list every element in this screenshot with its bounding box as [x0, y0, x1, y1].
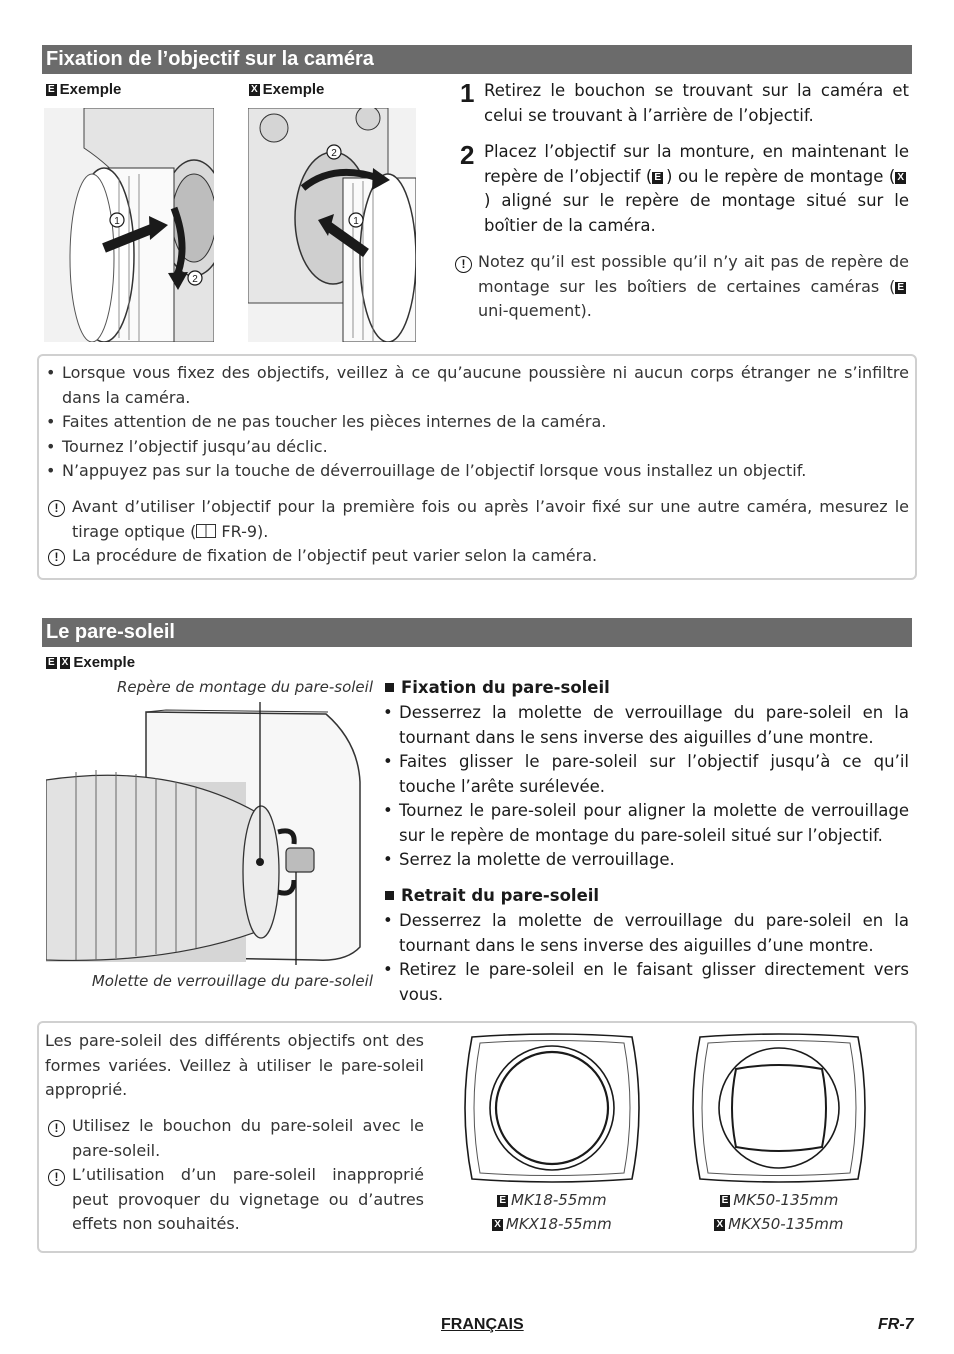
section-title-lens-hood: Le pare-soleil: [42, 618, 912, 647]
list-item: • Desserrez la molette de verrouillage du pare-soleil en la tournant dans le sens inverse des aiguilles d’une montre.: [381, 701, 909, 750]
marker-1-x: 1: [353, 216, 359, 227]
marker-2-x: 2: [331, 148, 337, 159]
precautions-list: [44, 361, 909, 484]
badge-x-inline: X: [897, 171, 904, 183]
badge-x: X: [716, 1219, 724, 1230]
badge-x: X: [494, 1219, 501, 1230]
hood-shape-round: [458, 1031, 646, 1185]
caution-icon: !: [48, 1169, 65, 1186]
box1-note-2: La procédure de fixation de l’objectif peut varier selon la caméra.: [72, 546, 598, 565]
step-number-2: 2: [460, 140, 475, 170]
remove-hood-steps: [381, 909, 909, 1007]
step-2-text: Placez l’objectif sur la monture, en maintenant le repère de l’objectif ( E ) ou le repère de montage ( X) aligné sur le repère de montage situé sur le boîtier de la caméra.: [484, 142, 909, 235]
list-item: • Lorsque vous fixez des objectifs, veillez à ce qu’aucune poussière ni aucun corps étranger ne s’infiltre dans la caméra.: [44, 361, 909, 410]
attach-hood-steps: [381, 701, 909, 873]
remove-hood-heading: Retrait du pare-soleil: [385, 884, 599, 908]
step-number-1: 1: [460, 78, 475, 108]
hood-1-models: E MK18-55mm X MKX18-55mm: [494, 1191, 612, 1233]
list-item: • Tournez le pare-soleil pour aligner la molette de verrouillage sur le repère de montage du pare-soleil situé sur l’objectif.: [381, 799, 909, 848]
attach-hood-heading: Fixation du pare-soleil: [385, 676, 610, 700]
lens-mount-illustration-e: [44, 108, 214, 342]
box2-note-2: L’utilisation d’un pare-soleil inapproprié peut provoquer du vignetage ou d’autres effets non souhaités.: [72, 1165, 424, 1233]
caution-icon: !: [48, 500, 65, 517]
badge-e: E: [48, 84, 55, 95]
hood-2-models: E MK50-135mm X MKX50-135mm: [716, 1191, 844, 1233]
caption-hood-locking-knob: Molette de verrouillage du pare-soleil: [91, 972, 373, 990]
lens-hood-illustration: [46, 702, 368, 967]
list-item: • Retirez le pare-soleil en le faisant glisser directement vers vous.: [381, 958, 909, 1007]
example-label-x: X Exemple: [251, 81, 325, 98]
caution-icon: !: [48, 549, 65, 566]
mount-note: Notez qu’il est possible qu’il n’y ait pas de repère de montage sur les boîtiers de certaines caméras ( E uni-quement).: [478, 252, 909, 320]
book-icon: [196, 524, 216, 538]
list-item: • Serrez la molette de verrouillage.: [381, 848, 909, 873]
example-label-e: E Exemple: [48, 81, 122, 98]
badge-e: E: [499, 1195, 507, 1206]
list-item: • N’appuyez pas sur la touche de déverrouillage de l’objectif lorsque vous installez un objectif.: [44, 459, 909, 484]
badge-e-inline: E: [654, 171, 662, 183]
box1-note-1: Avant d’utiliser l’objectif pour la première fois ou après l’avoir fixé sur une autre caméra, mesurez le tirage optique ( FR-9).: [72, 497, 909, 541]
marker-1: 1: [114, 216, 120, 227]
badge-x: X: [61, 657, 69, 668]
hood-shape-rectangular: [686, 1031, 872, 1185]
footer-language: FRANÇAIS: [441, 1316, 524, 1333]
page-number: FR-7: [878, 1316, 914, 1333]
box2-note-1: Utilisez le bouchon du pare-soleil avec le pare-soleil.: [72, 1116, 424, 1160]
marker-2: 2: [192, 274, 198, 285]
caution-icon: !: [48, 1120, 65, 1137]
hood-types-intro: Les pare-soleil des différents objectifs ont des formes variées. Veillez à utiliser le pare-soleil approprié.: [45, 1031, 424, 1099]
badge-e: E: [721, 1195, 729, 1206]
list-item: • Faites attention de ne pas toucher les pièces internes de la caméra.: [44, 410, 909, 435]
list-item: • Faites glisser le pare-soleil sur l’objectif jusqu’à ce qu’il touche l’arête surélevée.: [381, 750, 909, 799]
example-label-ex: E X Exemple: [48, 654, 136, 671]
badge-e: E: [48, 657, 55, 668]
list-item: • Tournez l’objectif jusqu’au déclic.: [44, 435, 909, 460]
square-bullet-icon: [385, 891, 394, 900]
step-1-text: Retirez le bouchon se trouvant sur la caméra et celui se trouvant à l’arrière de l’objectif.: [484, 81, 909, 125]
section-title-lens-attach: Fixation de l’objectif sur la caméra: [42, 45, 912, 74]
caution-icon: !: [455, 256, 472, 273]
caption-hood-mount-mark: Repère de montage du pare-soleil: [116, 678, 373, 696]
badge-x: X: [251, 84, 258, 95]
badge-e-note: E: [897, 281, 904, 293]
square-bullet-icon: [385, 683, 394, 692]
lens-mount-illustration-x: [248, 108, 416, 342]
list-item: • Desserrez la molette de verrouillage du pare-soleil en la tournant dans le sens inverse des aiguilles d’une montre.: [381, 909, 909, 958]
